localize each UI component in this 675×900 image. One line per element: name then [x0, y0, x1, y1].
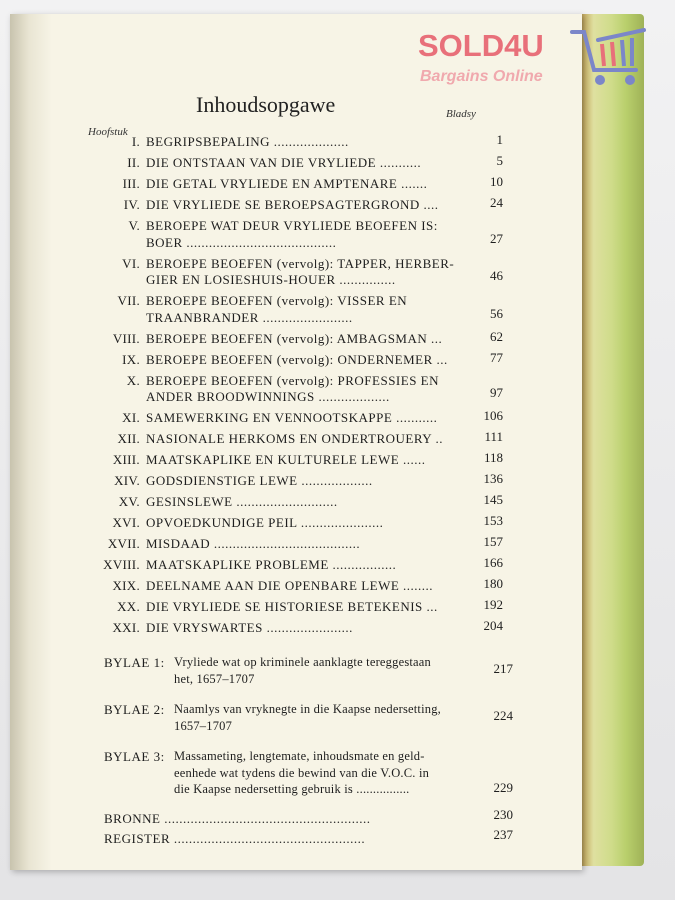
- chapter-title: BEROEPE BEOEFEN (vervolg): AMBAGSMAN ...: [146, 330, 443, 346]
- chapter-number: X.: [126, 372, 140, 388]
- appendix-title: eenhede wat tydens die bewind van die V.O.C. in: [174, 765, 430, 780]
- chapter-column-label: Hoofstuk: [88, 126, 128, 138]
- book-edge: [572, 14, 644, 866]
- page-number: 62: [490, 328, 503, 344]
- page-number: 111: [484, 429, 503, 444]
- appendix-label: BYLAE 3:: [104, 749, 165, 764]
- shopping-cart-icon: [570, 26, 650, 88]
- chapter-number: XX.: [117, 599, 140, 614]
- page-number: 136: [483, 471, 503, 486]
- chapter-number: XVII.: [107, 536, 140, 551]
- page-number: 106: [483, 408, 503, 423]
- chapter-number: XV.: [118, 494, 140, 509]
- page-number: 224: [493, 708, 513, 723]
- page-number: 118: [483, 450, 503, 465]
- chapter-title: DIE VRYLIEDE SE HISTORIESE BETEKENIS ...: [146, 599, 438, 614]
- chapter-title: GESINSLEWE ...........................: [146, 494, 338, 509]
- page-number: 77: [490, 349, 503, 365]
- page-number: 5: [496, 153, 503, 168]
- chapter-title: MAATSKAPLIKE PROBLEME .................: [146, 557, 397, 572]
- page-column-label: Bladsy: [446, 108, 476, 120]
- chapter-number: XXI.: [112, 620, 140, 635]
- chapter-number: VII.: [117, 293, 140, 308]
- appendix-label: BYLAE 2:: [104, 702, 165, 717]
- chapter-title: NASIONALE HERKOMS EN ONDERTROUERY ..: [146, 431, 443, 446]
- chapter-number: XIV.: [114, 473, 140, 488]
- appendix-title: 1657–1707: [174, 718, 233, 733]
- chapter-number: IX.: [122, 351, 140, 367]
- page-number: 27: [490, 230, 503, 246]
- chapter-title: BEROEPE BEOEFEN (vervolg): TAPPER, HERBER-: [146, 255, 455, 271]
- chapter-number: VIII.: [112, 330, 140, 346]
- page-number: 145: [483, 492, 503, 507]
- page-title: Inhoudsopgawe: [196, 92, 336, 117]
- chapter-title: BEROEPE WAT DEUR VRYLIEDE BEOEFEN IS:: [146, 218, 438, 233]
- page-number: 1: [496, 132, 503, 147]
- logo-brand: SOLD4U: [418, 28, 544, 63]
- back-matter-entry: BRONNE .......................................................: [104, 810, 371, 826]
- chapter-number: XIX.: [112, 578, 140, 593]
- page-number: 10: [490, 174, 503, 189]
- logo-tagline: Bargains Online: [420, 68, 543, 85]
- page-number: 97: [490, 385, 503, 400]
- chapter-title: GIER EN LOSIESHUIS-HOUER ...............: [146, 272, 396, 287]
- chapter-number: V.: [128, 218, 140, 233]
- chapter-title: BEGRIPSBEPALING ....................: [146, 134, 349, 149]
- chapter-title: DIE VRYLIEDE SE BEROEPSAGTERGROND ....: [146, 197, 439, 212]
- back-matter-entry: REGISTER ...................................................: [104, 830, 366, 846]
- chapter-title: BOER ........................................: [146, 234, 337, 250]
- page-number: 204: [483, 618, 503, 633]
- appendix-title: het, 1657–1707: [174, 671, 255, 686]
- chapter-number: II.: [127, 155, 140, 170]
- chapter-title: MISDAAD .......................................: [146, 536, 361, 551]
- appendix-title: Naamlys van vryknegte in die Kaapse nedersetting,: [174, 702, 442, 716]
- page-number: 230: [493, 806, 513, 822]
- page-number: 237: [493, 826, 513, 842]
- chapter-title: ANDER BROODWINNINGS ...................: [146, 389, 390, 404]
- page-number: 157: [483, 534, 503, 549]
- watermark-logo: [418, 28, 658, 88]
- chapter-title: GODSDIENSTIGE LEWE ...................: [146, 473, 373, 488]
- chapter-number: IV.: [123, 197, 140, 212]
- chapter-number: XII.: [117, 431, 140, 446]
- chapter-title: DIE GETAL VRYLIEDE EN AMPTENARE .......: [146, 176, 428, 191]
- page-number: 56: [490, 305, 503, 321]
- chapter-title: BEROEPE BEOEFEN (vervolg): ONDERNEMER ...: [146, 351, 448, 367]
- chapter-title: BEROEPE BEOEFEN (vervolg): VISSER EN: [146, 293, 408, 308]
- chapter-number: XI.: [122, 410, 140, 425]
- appendix-title: Vryliede wat op kriminele aanklagte tereggestaan: [174, 655, 432, 669]
- page-number: 46: [490, 268, 503, 283]
- appendix-title: Massameting, lengtemate, inhoudsmate en geld-: [174, 749, 425, 763]
- page-number: 229: [493, 780, 513, 795]
- page-number: 217: [493, 661, 513, 676]
- chapter-title: DIE ONTSTAAN VAN DIE VRYLIEDE ...........: [146, 155, 422, 170]
- chapter-title: DEELNAME AAN DIE OPENBARE LEWE ........: [146, 578, 434, 593]
- chapter-title: DIE VRYSWARTES .......................: [146, 620, 353, 635]
- page-number: 180: [483, 576, 503, 591]
- page-number: 153: [483, 513, 503, 528]
- chapter-title: OPVOEDKUNDIGE PEIL ......................: [146, 515, 384, 530]
- chapter-number: I.: [131, 134, 140, 149]
- chapter-title: TRAANBRANDER ........................: [146, 309, 353, 325]
- chapter-number: XIII.: [112, 452, 140, 467]
- chapter-number: III.: [122, 176, 140, 191]
- page-number: 166: [483, 555, 503, 570]
- appendix-title: die Kaapse nedersetting gebruik is ................: [174, 782, 410, 796]
- chapter-number: XVI.: [112, 515, 140, 530]
- page-number: 24: [490, 195, 503, 210]
- page-number: 192: [483, 597, 503, 612]
- chapter-title: BEROEPE BEOEFEN (vervolg): PROFESSIES EN: [146, 372, 440, 388]
- chapter-number: XVIII.: [103, 557, 140, 572]
- chapter-number: VI.: [122, 255, 140, 271]
- chapter-title: SAMEWERKING EN VENNOOTSKAPPE ...........: [146, 410, 438, 425]
- chapter-title: MAATSKAPLIKE EN KULTURELE LEWE ......: [146, 452, 426, 467]
- page-gutter: [10, 14, 52, 870]
- appendix-label: BYLAE 1:: [104, 655, 165, 670]
